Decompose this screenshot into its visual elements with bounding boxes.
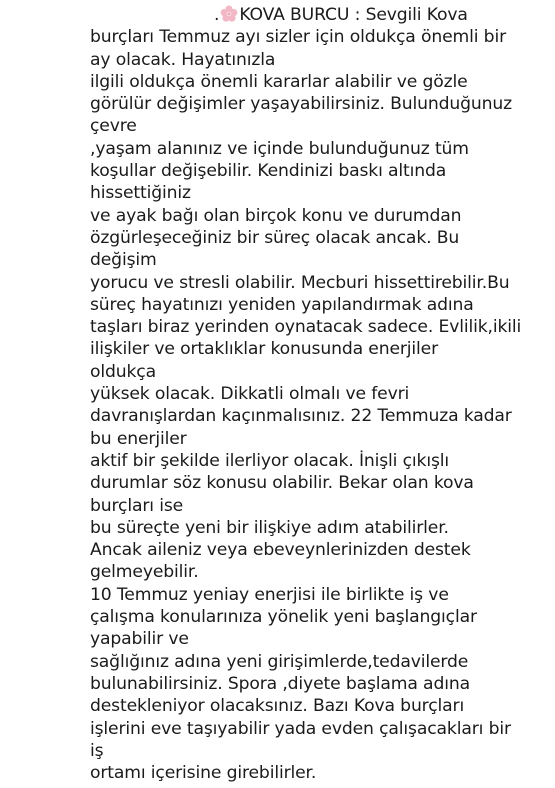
text-line: işlerini eve taşıyabilir yada evden çalışacakları bir bbox=[90, 718, 511, 739]
text-line: iş bbox=[90, 740, 104, 761]
post-body bbox=[90, 26, 530, 784]
text-line: davranışlardan kaçınmalısınız. 22 Temmuza kadar bbox=[90, 406, 512, 427]
text-line: ilişkiler ve ortaklıklar konusunda enerjiler bbox=[90, 339, 439, 360]
text-line: destekleniyor olacaksınız. Bazı Kova burçları bbox=[90, 696, 465, 717]
cherry-blossom-icon bbox=[220, 5, 238, 23]
title-line bbox=[90, 4, 530, 26]
text-line: aktif bir şekilde ilerliyor olacak. İnişli çıkışlı bbox=[90, 450, 450, 471]
text-line: gelmeyebilir. bbox=[90, 562, 199, 583]
text-line: durumlar söz konusu olabilir. Bekar olan kova bbox=[90, 473, 474, 494]
title-prefix: . bbox=[214, 5, 220, 25]
text-line: bu enerjiler bbox=[90, 428, 187, 449]
text-line: yapabilir ve bbox=[90, 629, 189, 650]
text-line: yüksek olacak. Dikkatli olmalı ve fevri bbox=[90, 384, 410, 405]
text-line: sağlığınız adına yeni girişimlerde,tedavilerde bbox=[90, 651, 469, 672]
text-line: ay olacak. Hayatınızla bbox=[90, 49, 276, 70]
text-line: değişim bbox=[90, 250, 157, 271]
text-line: taşları biraz yerinden oynatacak sadece. Evlilik,ikili bbox=[90, 317, 522, 338]
text-line: burçları ise bbox=[90, 495, 184, 516]
text-line: yorucu ve stresli olabilir. Mecburi hissettirebilir.Bu bbox=[90, 272, 510, 293]
horoscope-text bbox=[90, 4, 530, 784]
text-line: ve ayak bağı olan birçok konu ve durumdan bbox=[90, 205, 462, 226]
post-title: KOVA BURCU : Sevgili Kova bbox=[239, 5, 468, 25]
text-line: bulunabilirsiniz. Spora ,diyete başlama adına bbox=[90, 673, 470, 694]
text-line: çevre bbox=[90, 116, 137, 137]
text-line: ,yaşam alanınız ve içinde bulunduğunuz tüm bbox=[90, 138, 469, 159]
text-line: burçları Temmuz ayı sizler için oldukça önemli bir bbox=[90, 27, 506, 48]
text-line: görülür değişimler yaşayabilirsiniz. Bulunduğunuz bbox=[90, 94, 512, 115]
text-line: oldukça bbox=[90, 361, 156, 382]
text-line: bu süreçte yeni bir ilişkiye adım atabilirler. bbox=[90, 517, 449, 538]
text-line: koşullar değişebilir. Kendinizi baskı altında bbox=[90, 161, 447, 182]
text-line: özgürleşeceğiniz bir süreç olacak ancak. Bu bbox=[90, 227, 460, 248]
text-line: hissettiğiniz bbox=[90, 183, 191, 204]
text-line: 10 Temmuz yeniay enerjisi ile birlikte iş ve bbox=[90, 584, 449, 605]
text-line: ilgili oldukça önemli kararlar alabilir ve gözle bbox=[90, 71, 468, 92]
text-line: çalışma konularınıza yönelik yeni başlangıçlar bbox=[90, 607, 477, 628]
text-line: ortamı içerisine girebilirler. bbox=[90, 763, 317, 784]
text-line: süreç hayatınızı yeniden yapılandırmak adına bbox=[90, 294, 474, 315]
text-line: Ancak aileniz veya ebeveynlerinizden destek bbox=[90, 540, 471, 561]
